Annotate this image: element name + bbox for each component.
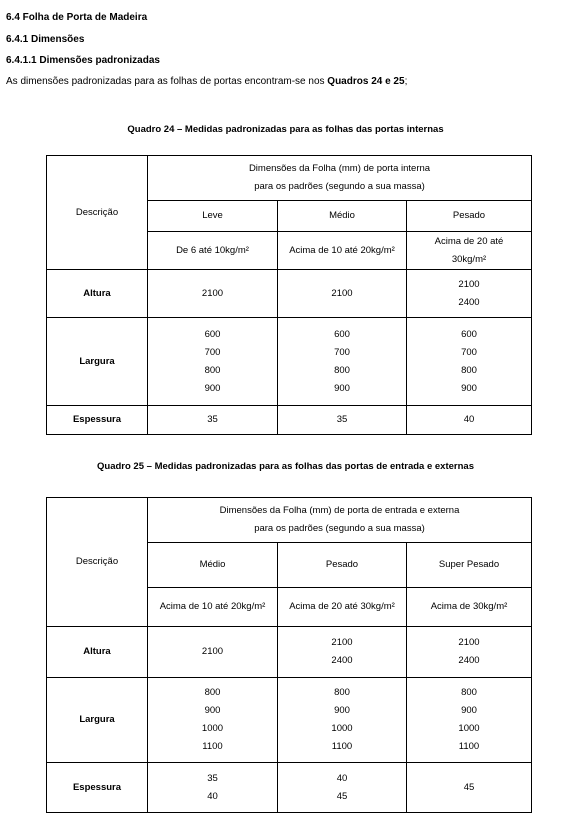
table-cell [148,763,278,813]
table-cell [278,678,407,763]
table-title [148,156,532,201]
cell-value: 600 [334,328,350,340]
mass-range: Acima de 30kg/m² [407,588,532,627]
table-cell [148,678,278,763]
cell-value: 700 [334,346,350,358]
quadro-24-table [46,155,532,435]
cell-value: 40 [463,414,475,425]
mass-range [407,232,532,270]
column-name: Pesado [278,543,407,588]
cell-value: 1000 [331,723,353,734]
row-label: Espessura [47,763,148,813]
mass-range: De 6 até 10kg/m² [148,232,278,270]
cell-value: 40 [336,772,348,784]
cell-value: 900 [461,382,477,394]
column-name: Super Pesado [407,543,532,588]
quadro-24-caption: Quadro 24 – Medidas padronizadas para as folhas das portas internas [127,124,444,135]
table-row [47,406,532,435]
table-cell [407,627,532,678]
cell-value: 900 [461,705,477,716]
row-label: Espessura [47,406,148,435]
title-line: Dimensões da Folha (mm) de porta de entrada e externa [219,505,460,516]
cell-value: 45 [463,781,475,793]
cell-value: 40 [207,790,218,802]
cell-value: 800 [334,687,350,698]
cell-value: 600 [461,328,477,340]
cell-value: 2100 [458,637,480,648]
cell-value: 2400 [458,296,480,308]
table-row [47,318,532,406]
cell-value: 800 [204,364,221,376]
table-cell [278,318,407,406]
table-row [47,763,532,813]
cell-value: 1000 [201,723,224,734]
subsection-heading: 6.4.1 Dimensões [6,34,85,45]
intro-paragraph [6,76,407,87]
cell-value: 2400 [331,655,353,666]
table-cell [407,406,532,435]
table-cell [407,270,532,318]
cell-value: 700 [461,346,477,358]
title-line: para os padrões (segundo a sua massa) [254,523,425,534]
table-row [47,627,532,678]
row-label: Altura [47,270,148,318]
descricao-header: Descrição [47,498,148,627]
table-cell [278,270,407,318]
mass-line: 30kg/m² [451,253,487,265]
cell-value: 2100 [331,287,353,299]
table-cell [278,406,407,435]
table-header-row [47,156,532,201]
table-cell [407,318,532,406]
cell-value: 1000 [458,723,480,734]
table-cell [148,270,278,318]
table-row [47,270,532,318]
cell-value: 35 [207,414,218,425]
cell-value: 800 [334,364,350,376]
mass-range: Acima de 20 até 30kg/m² [278,588,407,627]
cell-value: 800 [204,687,221,698]
table-cell [278,627,407,678]
column-name: Pesado [407,201,532,232]
cell-value: 800 [461,687,477,698]
cell-value: 2100 [201,646,224,657]
title-line: Dimensões da Folha (mm) de porta interna [248,163,431,174]
cell-value: 1100 [458,741,480,752]
intro-end: ; [404,76,408,87]
cell-value: 1100 [202,741,223,752]
column-name: Médio [278,201,407,232]
cell-value: 600 [204,328,221,340]
column-name: Leve [148,201,278,232]
cell-value: 900 [204,382,221,394]
cell-value: 900 [334,382,350,394]
cell-value: 2400 [458,655,480,666]
table-cell [148,406,278,435]
quadro-25-table [46,497,532,813]
column-name: Médio [148,543,278,588]
cell-value: 35 [207,772,218,784]
cell-value: 2100 [201,287,224,299]
table-cell [148,627,278,678]
table-row [47,678,532,763]
mass-range: Acima de 10 até 20kg/m² [278,232,407,270]
table-cell [407,678,532,763]
row-label: Largura [47,678,148,763]
cell-value: 900 [334,705,350,716]
mass-range: Acima de 10 até 20kg/m² [148,588,278,627]
cell-value: 2100 [331,637,353,648]
table-title [148,498,532,543]
table-cell [407,763,532,813]
mass-line: Acima de 20 até [434,235,504,247]
cell-value: 35 [336,414,348,425]
cell-value: 45 [336,790,348,802]
cell-value: 2100 [458,278,480,290]
row-label: Altura [47,627,148,678]
table-header-row [47,498,532,543]
table-cell [278,763,407,813]
table-cell [148,318,278,406]
intro-text: As dimensões padronizadas para as folhas de portas encontram-se nos [6,76,328,87]
quadro-25-caption: Quadro 25 – Medidas padronizadas para as folhas das portas de entrada e externas [97,461,474,472]
descricao-header: Descrição [47,156,148,270]
intro-bold-ref: Quadros 24 e 25 [327,76,405,87]
cell-value: 1100 [331,741,353,752]
cell-value: 800 [461,364,477,376]
subsubsection-heading: 6.4.1.1 Dimensões padronizadas [6,55,160,66]
row-label: Largura [47,318,148,406]
section-heading: 6.4 Folha de Porta de Madeira [6,12,148,23]
title-line: para os padrões (segundo a sua massa) [254,181,425,192]
cell-value: 900 [204,705,221,716]
cell-value: 700 [204,346,221,358]
